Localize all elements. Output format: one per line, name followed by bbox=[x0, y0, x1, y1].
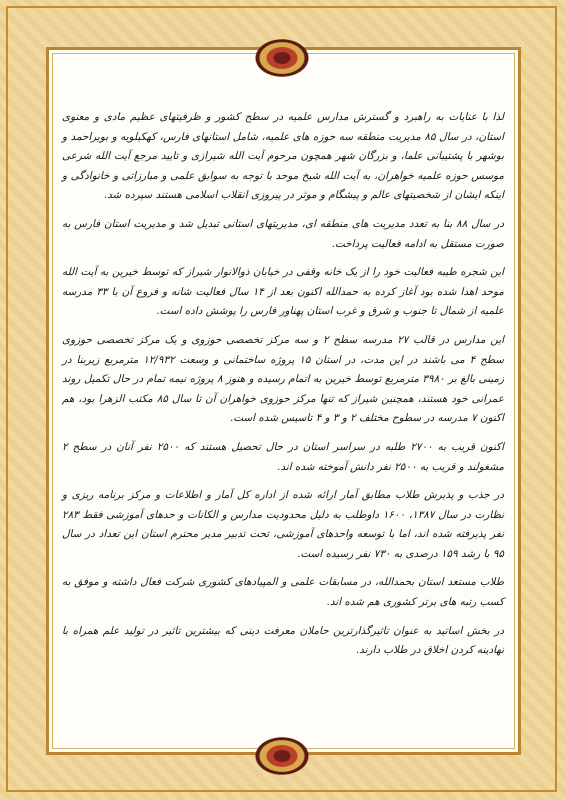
paragraph-4: این مدارس در قالب ۲۷ مدرسه سطح ۲ و سه مرکز تخصصی حوزوی و یک مرکز تخصصی حوزوی سطح ۴ می باشند در این مدت، در استان ۱۵ پروژه ساختمانی و وسعت ۱۲/۹۳۲ مترمربع زیربنا در زمینی بالغ بر ۳۹۸۰ مترمربع توسط خیرین به اتمام رسیده و هنوز ۸ پروژه نیمه تمام در حال تکمیل روند عمرانی خود هستند، همچنین شیراز که تنها مرکز حوزوی خواهران آن تا سال ۸۵ مکتب الزهرا بود، هم اکنون ۷ مدرسه در سطوح مختلف ۲ و ۳ و ۴ تاسیس شده است. bbox=[62, 333, 505, 425]
paragraph-8: در بخش اساتید به عنوان تاثیرگذارترین حاملان معرفت دینی که بیشترین تاثیر در تولید علم همراه با نهادینه کردن اخلاق در طلاب دارند. bbox=[62, 624, 504, 657]
paragraph-5: اکنون قریب به ۲۷۰۰ طلبه در سراسر استان در حال تحصیل هستند که ۲۵۰۰ نفر آنان در سطح ۲ مشغولند و قریب به ۲۵۰۰ نفر دانش آموخته شده اند. bbox=[62, 440, 504, 473]
bottom-medallion-icon bbox=[248, 732, 316, 780]
paragraph-1: لذا با عنایات به راهبرد و گسترش مدارس علمیه در سطح کشور و ظرفیتهای عظیم مادی و معنوی استان، در سال ۸۵ مدیریت منطقه سه حوزه های علمیه، شامل استانهای فارس، کهکیلویه و بویراحمد و بوشهر با پشتیبانی علما، و بزرگان شهر همچون مرحوم آیت الله شیرازی و تایید مرجع آیت الله شرعی موسس حوزه علمیه خواهران، به آیت الله شیخ موحد با توجه به سوابق علمی و مبارزاتی و خانوادگی و اینکه ایشان از شخصیتهای عالم و پیشگام و موثر در پیروزی انقلاب اسلامی هستند سپرده شد. bbox=[62, 111, 505, 202]
top-medallion-icon bbox=[248, 34, 316, 82]
paragraph-3: این شجره طیبه فعالیت خود را از یک خانه وقفی در خیابان ذوالانوار شیراز که توسط خیرین به آیت الله موحد اهدا شده بود آغاز کرده به حمدالله اکنون بعد از ۱۴ سال فعالیت شانه و فروع آن با ۳۳ مدرسه علمیه از شمال تا جنوب و شرق و غرب استان پهناور فارس را پوشش داده است. bbox=[62, 266, 504, 318]
paragraph-6: در جذب و پذیرش طلاب مطابق آمار ارائه شده از اداره کل آمار و اطلاعات و مرکز برنامه ریزی و نظارت در سال ۱۳۸۷، ۱۶۰۰ داوطلب به دلیل محدودیت مدارس و الکانات و حدهای آموزشی فقط ۲۸۳ نفر پذیرفته شده اند، اما با توسعه واحدهای آموزشی، تحت تدبیر مدیر محترم استان این تعداد در سال ۹۵ با رشد ۱۵۹ درصدی به ۷۳۰ نفر رسیده است. bbox=[62, 489, 504, 560]
document-body bbox=[62, 108, 504, 720]
paragraph-7: طلاب مستعد استان بحمدالله، در مسابقات علمی و المپیادهای کشوری شرکت فعال داشته و موفق به کسب رتبه های برتر کشوری هم شده اند. bbox=[62, 576, 504, 609]
paragraph-2: در سال ۸۸ بنا به تعدد مدیریت های منطقه ای، مدیریتهای استانی تبدیل شد و مدیریت استان فارس به صورت مستقل به ادامه فعالیت پرداخت. bbox=[62, 217, 504, 250]
